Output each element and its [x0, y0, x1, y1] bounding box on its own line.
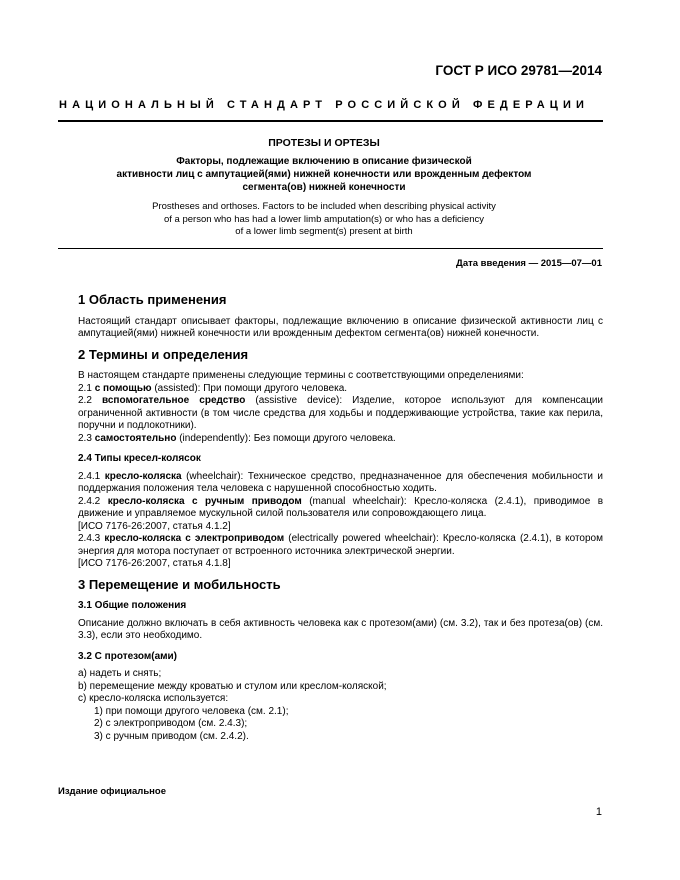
term-name: с помощью — [94, 382, 152, 394]
subtitle-line: активности лиц с ампутацией(ями) нижней конечности или врожденным дефектом — [116, 169, 532, 180]
english-title-line: Prostheses and orthoses. Factors to be included when describing physical activity — [152, 201, 496, 212]
list-item: c) кресло-коляска используется: — [78, 693, 229, 704]
national-standard-title: НАЦИОНАЛЬНЫЙ СТАНДАРТ РОССИЙСКОЙ ФЕДЕРАЦИИ — [59, 99, 589, 111]
section-1-text: Настоящий стандарт описывает факторы, подлежащие включению в описание физической активности лиц с ампутацией(ями) нижней конечности или врожденным дефектом сегмента(ов) нижней конечности. — [78, 315, 603, 339]
section-2-intro: В настоящем стандарте применены следующие термины с соответствующими определениями: — [78, 370, 524, 381]
term-definition: (manual wheelchair): Кресло-коляска (2.4.1), приводимое в движение и управляемое мускульной силой пользователя или сопровождающего лица. — [78, 495, 604, 519]
term-definition: (assistive device): Изделие, которое используют для компенсации ограниченной активности (в том числе средства для ходьбы и поддерживающие устройства, такие как перила, поручни и подлокотники). — [78, 395, 604, 431]
sub-list-item: 3) с ручным приводом (см. 2.4.2). — [94, 730, 249, 742]
term-definition: (electrically powered wheelchair): Кресло-коляска (2.4.1), в котором энергия для мотора поступает от встроенного источника электрической энергии. — [78, 533, 603, 557]
subtitle-line: Факторы, подлежащие включению в описание физической — [176, 156, 472, 167]
term-2-4-2-reference: [ИСО 7176-26:2007, статья 4.1.2] — [78, 520, 231, 532]
term-2-4-3 — [78, 533, 603, 558]
section-2-heading: 2 Термины и определения — [78, 346, 249, 362]
term-number: 2.4.1 — [78, 470, 101, 482]
list-item: b) перемещение между кроватью и стулом или креслом-коляской; — [78, 680, 387, 692]
term-2-4-2 — [78, 496, 603, 521]
term-name: кресло-коляска с ручным приводом — [107, 495, 302, 507]
standard-title: ПРОТЕЗЫ И ОРТЕЗЫ — [268, 137, 380, 149]
sub-list-item: 1) при помощи другого человека (см. 2.1); — [94, 705, 289, 717]
term-2-1 — [78, 383, 603, 396]
section-3-1-text: Описание должно включать в себя активность человека как с протезом(ами) (см. 3.2), так и без протеза(ов) (см. 3.3), если это необходимо. — [78, 617, 603, 641]
english-title-line: of a lower limb segment(s) present at birth — [235, 226, 413, 237]
subsection-2-4-heading: 2.4 Типы кресел-колясок — [78, 453, 201, 464]
introduction-date: Дата введения — 2015—07—01 — [456, 258, 602, 269]
term-2-4-1 — [78, 471, 603, 496]
term-number: 2.3 — [78, 432, 92, 444]
list-item: a) надеть и снять; — [78, 668, 162, 679]
subtitle-line: сегмента(ов) нижней конечности — [242, 182, 406, 193]
term-2-4-3-reference: [ИСО 7176-26:2007, статья 4.1.8] — [78, 558, 231, 569]
term-definition: (wheelchair): Техническое средство, предназначенное для обеспечения мобильности и поддержания положения тела человека с нарушенной способностью ходить. — [78, 470, 604, 494]
term-number: 2.4.2 — [78, 495, 101, 507]
english-title-line: of a person who has had a lower limb amputation(s) or who has a deficiency — [163, 213, 484, 225]
english-title — [58, 201, 590, 239]
term-2-3 — [78, 433, 603, 446]
section-3-heading: 3 Перемещение и мобильность — [78, 576, 281, 592]
term-definition: (independently): Без помощи другого человека. — [179, 432, 396, 444]
term-2-2 — [78, 395, 603, 433]
standard-subtitle — [58, 155, 590, 194]
subsection-3-1-heading: 3.1 Общие положения — [78, 600, 187, 611]
term-name: самостоятельно — [94, 432, 177, 444]
term-name: вспомогательное средство — [101, 395, 246, 406]
term-name: кресло-коляска — [104, 470, 182, 482]
section-1-heading: 1 Область применения — [78, 292, 227, 307]
title-divider — [58, 248, 603, 249]
term-definition: (assisted): При помощи другого человека. — [154, 382, 348, 394]
official-edition-label: Издание официальное — [58, 786, 166, 797]
subsection-3-2-heading: 3.2 С протезом(ами) — [78, 650, 178, 662]
page-number: 1 — [595, 806, 602, 818]
term-name: кресло-коляска с электроприводом — [104, 533, 285, 544]
sub-list-item: 2) с электроприводом (см. 2.4.3); — [94, 718, 248, 729]
term-number: 2.4.3 — [78, 533, 101, 544]
header-divider — [58, 120, 603, 122]
term-number: 2.1 — [78, 382, 92, 394]
document-code: ГОСТ Р ИСО 29781—2014 — [435, 63, 602, 78]
document-body — [78, 294, 603, 743]
term-number: 2.2 — [78, 395, 92, 406]
